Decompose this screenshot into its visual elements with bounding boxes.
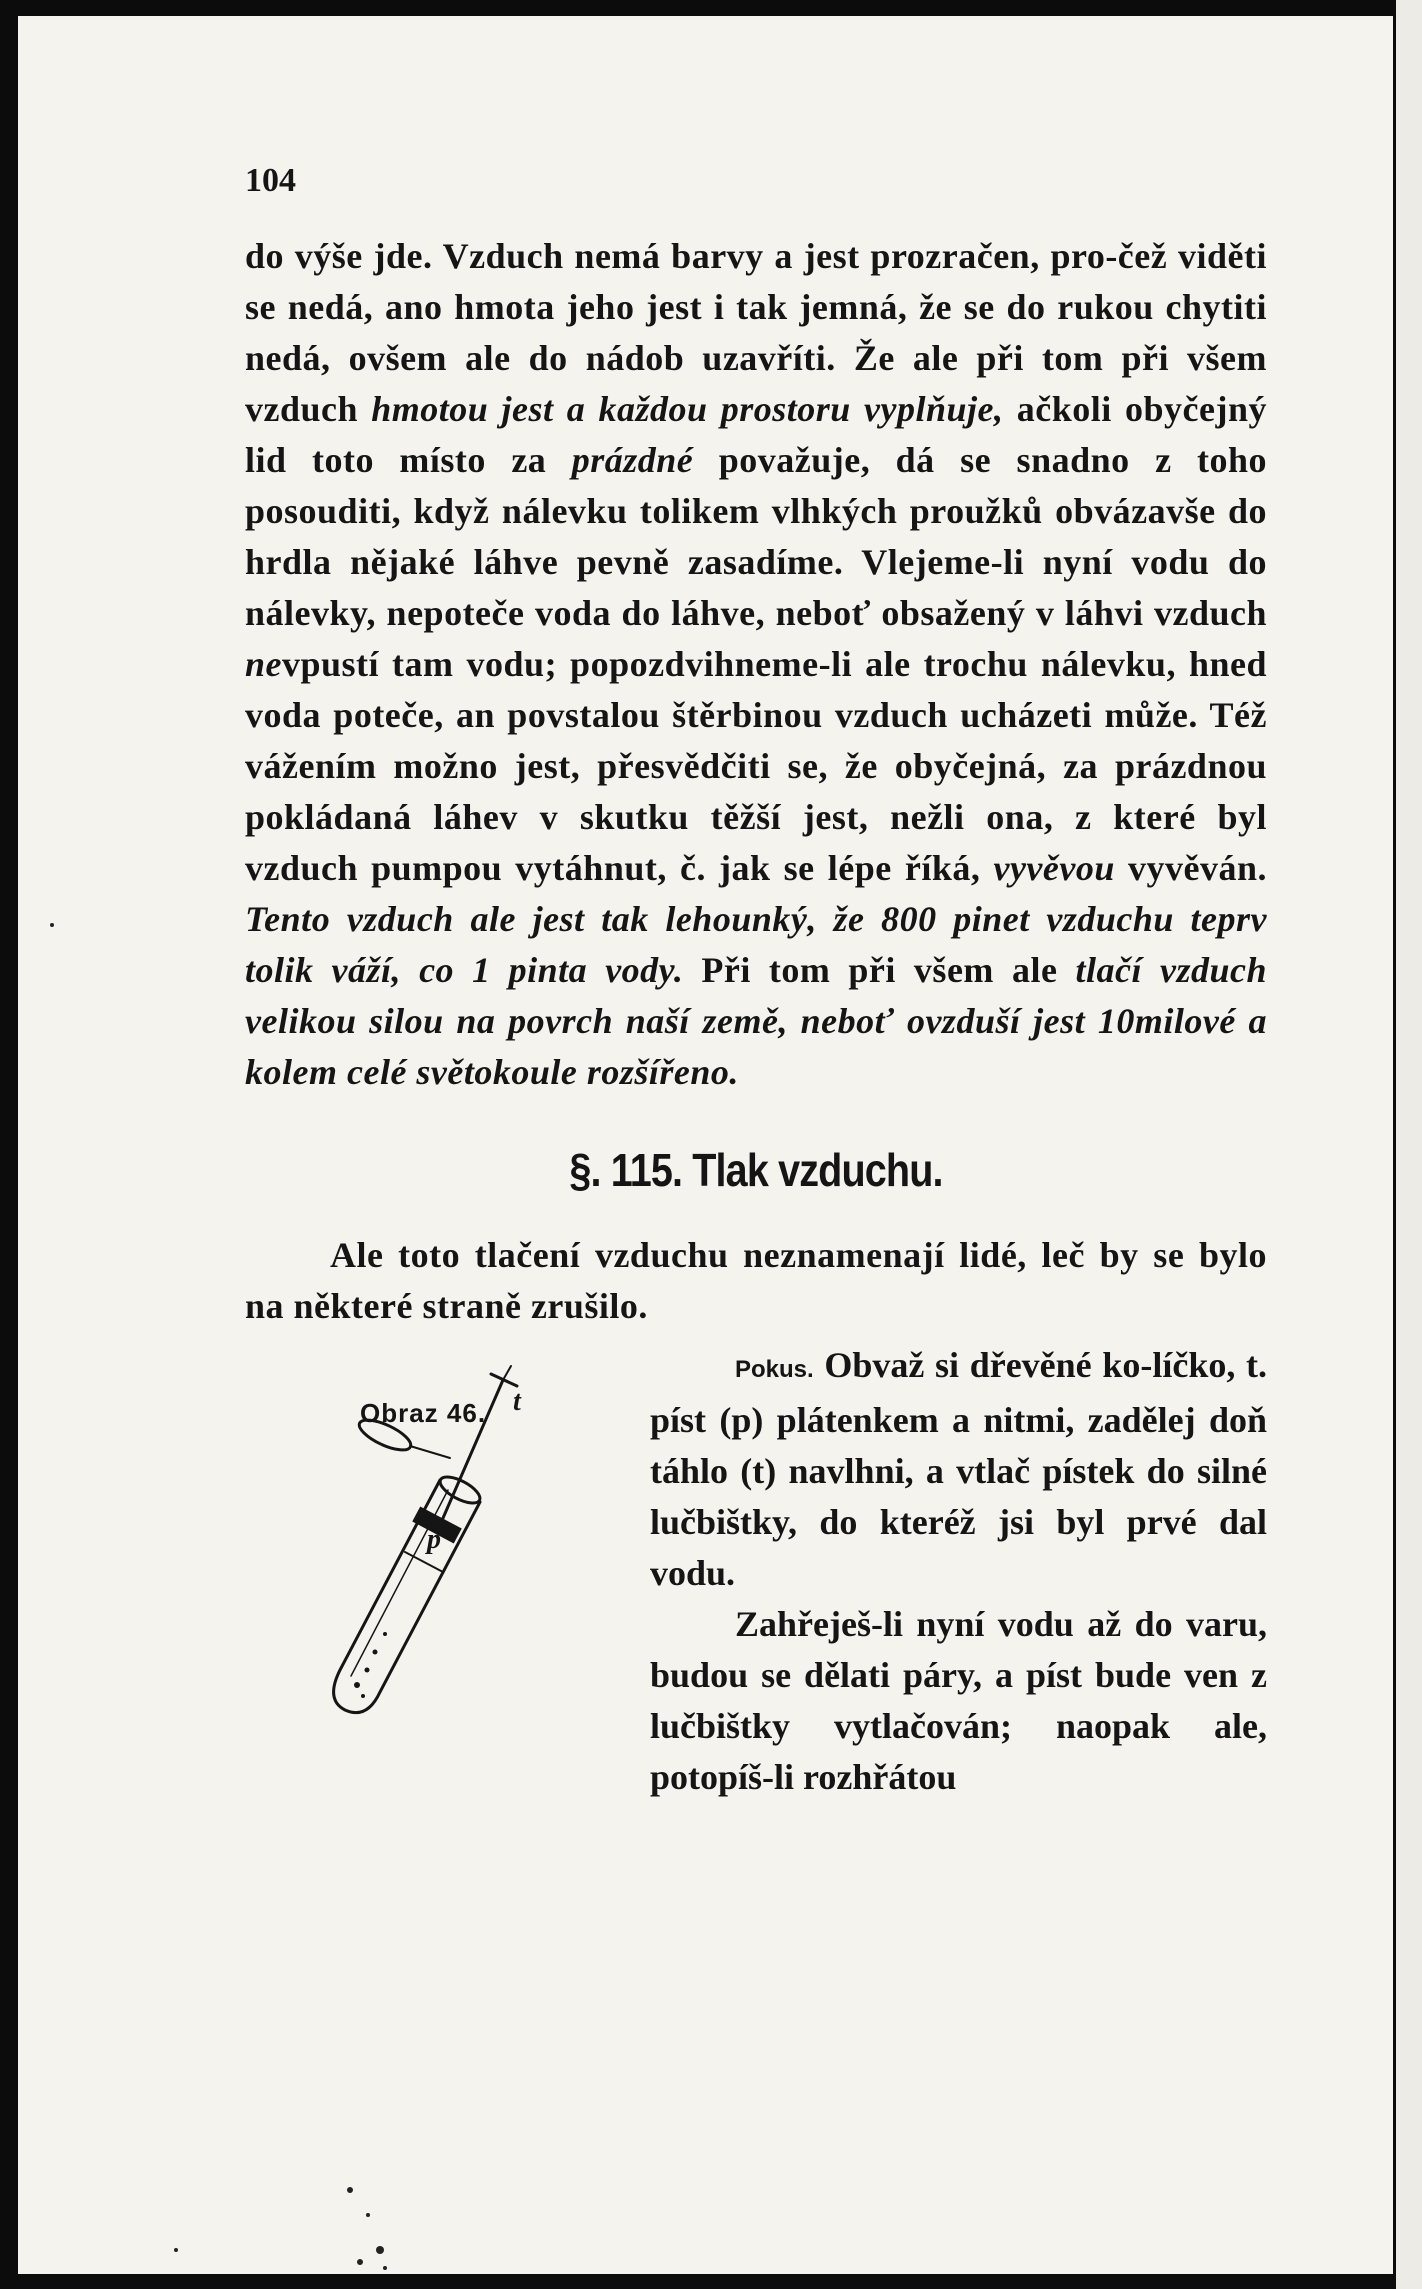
section-heading: §. 115. Tlak vzduchu. bbox=[569, 1144, 943, 1196]
italic-run: vyvěvou bbox=[993, 848, 1115, 888]
text-run: považuje, dá se snadno z toho posouditi, když nálevku tolikem vlhkých proužků obvázavše do hrdla nějaké láhve pevně zasadíme. Vlejeme-li nyní vodu do nálevky, nepoteče voda do láhve, neboť obsažený v láhvi vzduch bbox=[245, 440, 1268, 633]
page-number: 104 bbox=[245, 162, 296, 199]
experiment-paragraph-2: Zahřeješ-li nyní vodu až do varu, budou se dělati páry, a píst bude ven z lučbištky vytlačován; naopak ale, potopíš-li rozhřátou bbox=[650, 1604, 1267, 1797]
paragraph-air-pressure: Ale toto tlačení vzduchu neznamenají lidé, leč by se bylo na některé straně zrušilo. bbox=[245, 1235, 1267, 1326]
italic-run: prázdné bbox=[571, 440, 694, 480]
stain bbox=[383, 2266, 387, 2270]
label-t: t bbox=[513, 1386, 521, 1417]
italic-run: hmotou jest a každou prostoru vyplňuje, bbox=[371, 389, 1004, 429]
stain bbox=[347, 2187, 353, 2193]
text-run: vpustí tam vodu; popozdvihneme-li ale trochu nálevku, hned voda poteče, an povstalou štěrbinou vzduch ucházeti může. Též vážením možno jest, přesvědčiti se, že obyčejná, za prázdnou pokládaná láhev v skutku těžší jest, nežli ona, z které byl vzduch pumpou vytáhnut, č. jak se lépe říká, bbox=[245, 644, 1267, 888]
stain bbox=[376, 2246, 384, 2254]
stain bbox=[50, 923, 54, 927]
text-run: Obvaž si dřevěné ko-líčko, t. píst (p) plátenkem a nitmi, zadělej doň táhlo (t) navlhni, a vtlač pístek do silné lučbištky, do kteréž jsi byl prvé dal vodu. bbox=[650, 1345, 1267, 1593]
text-run: Při tom při všem ale bbox=[683, 950, 1076, 990]
text-run: ačkoli obyčejný lid toto místo za bbox=[245, 389, 1268, 480]
text-run: vyvěván. bbox=[1114, 848, 1267, 888]
stain bbox=[357, 2259, 363, 2265]
text-run: do výše jde. Vzduch nemá barvy a jest prozračen, pro-čež viděti se nedá, ano hmota jeho jest i tak jemná, že se do rukou chytiti nedá, ovšem ale do nádob uzavříti. Že ale při tom při všem vzduch bbox=[245, 236, 1267, 429]
experiment-label: Pokus. bbox=[735, 1356, 814, 1383]
italic-run: ne bbox=[245, 644, 282, 684]
stains bbox=[50, 923, 387, 2270]
figure-caption: Obraz 46. bbox=[360, 1398, 487, 1428]
stain bbox=[366, 2213, 370, 2217]
italic-run: Tento vzduch ale jest tak lehounký, že 800 pinet vzduchu teprv tolik váží, co 1 pinta vody. bbox=[245, 899, 1267, 990]
label-p: p bbox=[427, 1524, 441, 1555]
stain bbox=[174, 2248, 178, 2252]
italic-run: tlačí vzduch velikou silou na povrch naší země, neboť ovzduší jest 10milové a kolem celé světokoule rozšířeno. bbox=[245, 950, 1268, 1092]
